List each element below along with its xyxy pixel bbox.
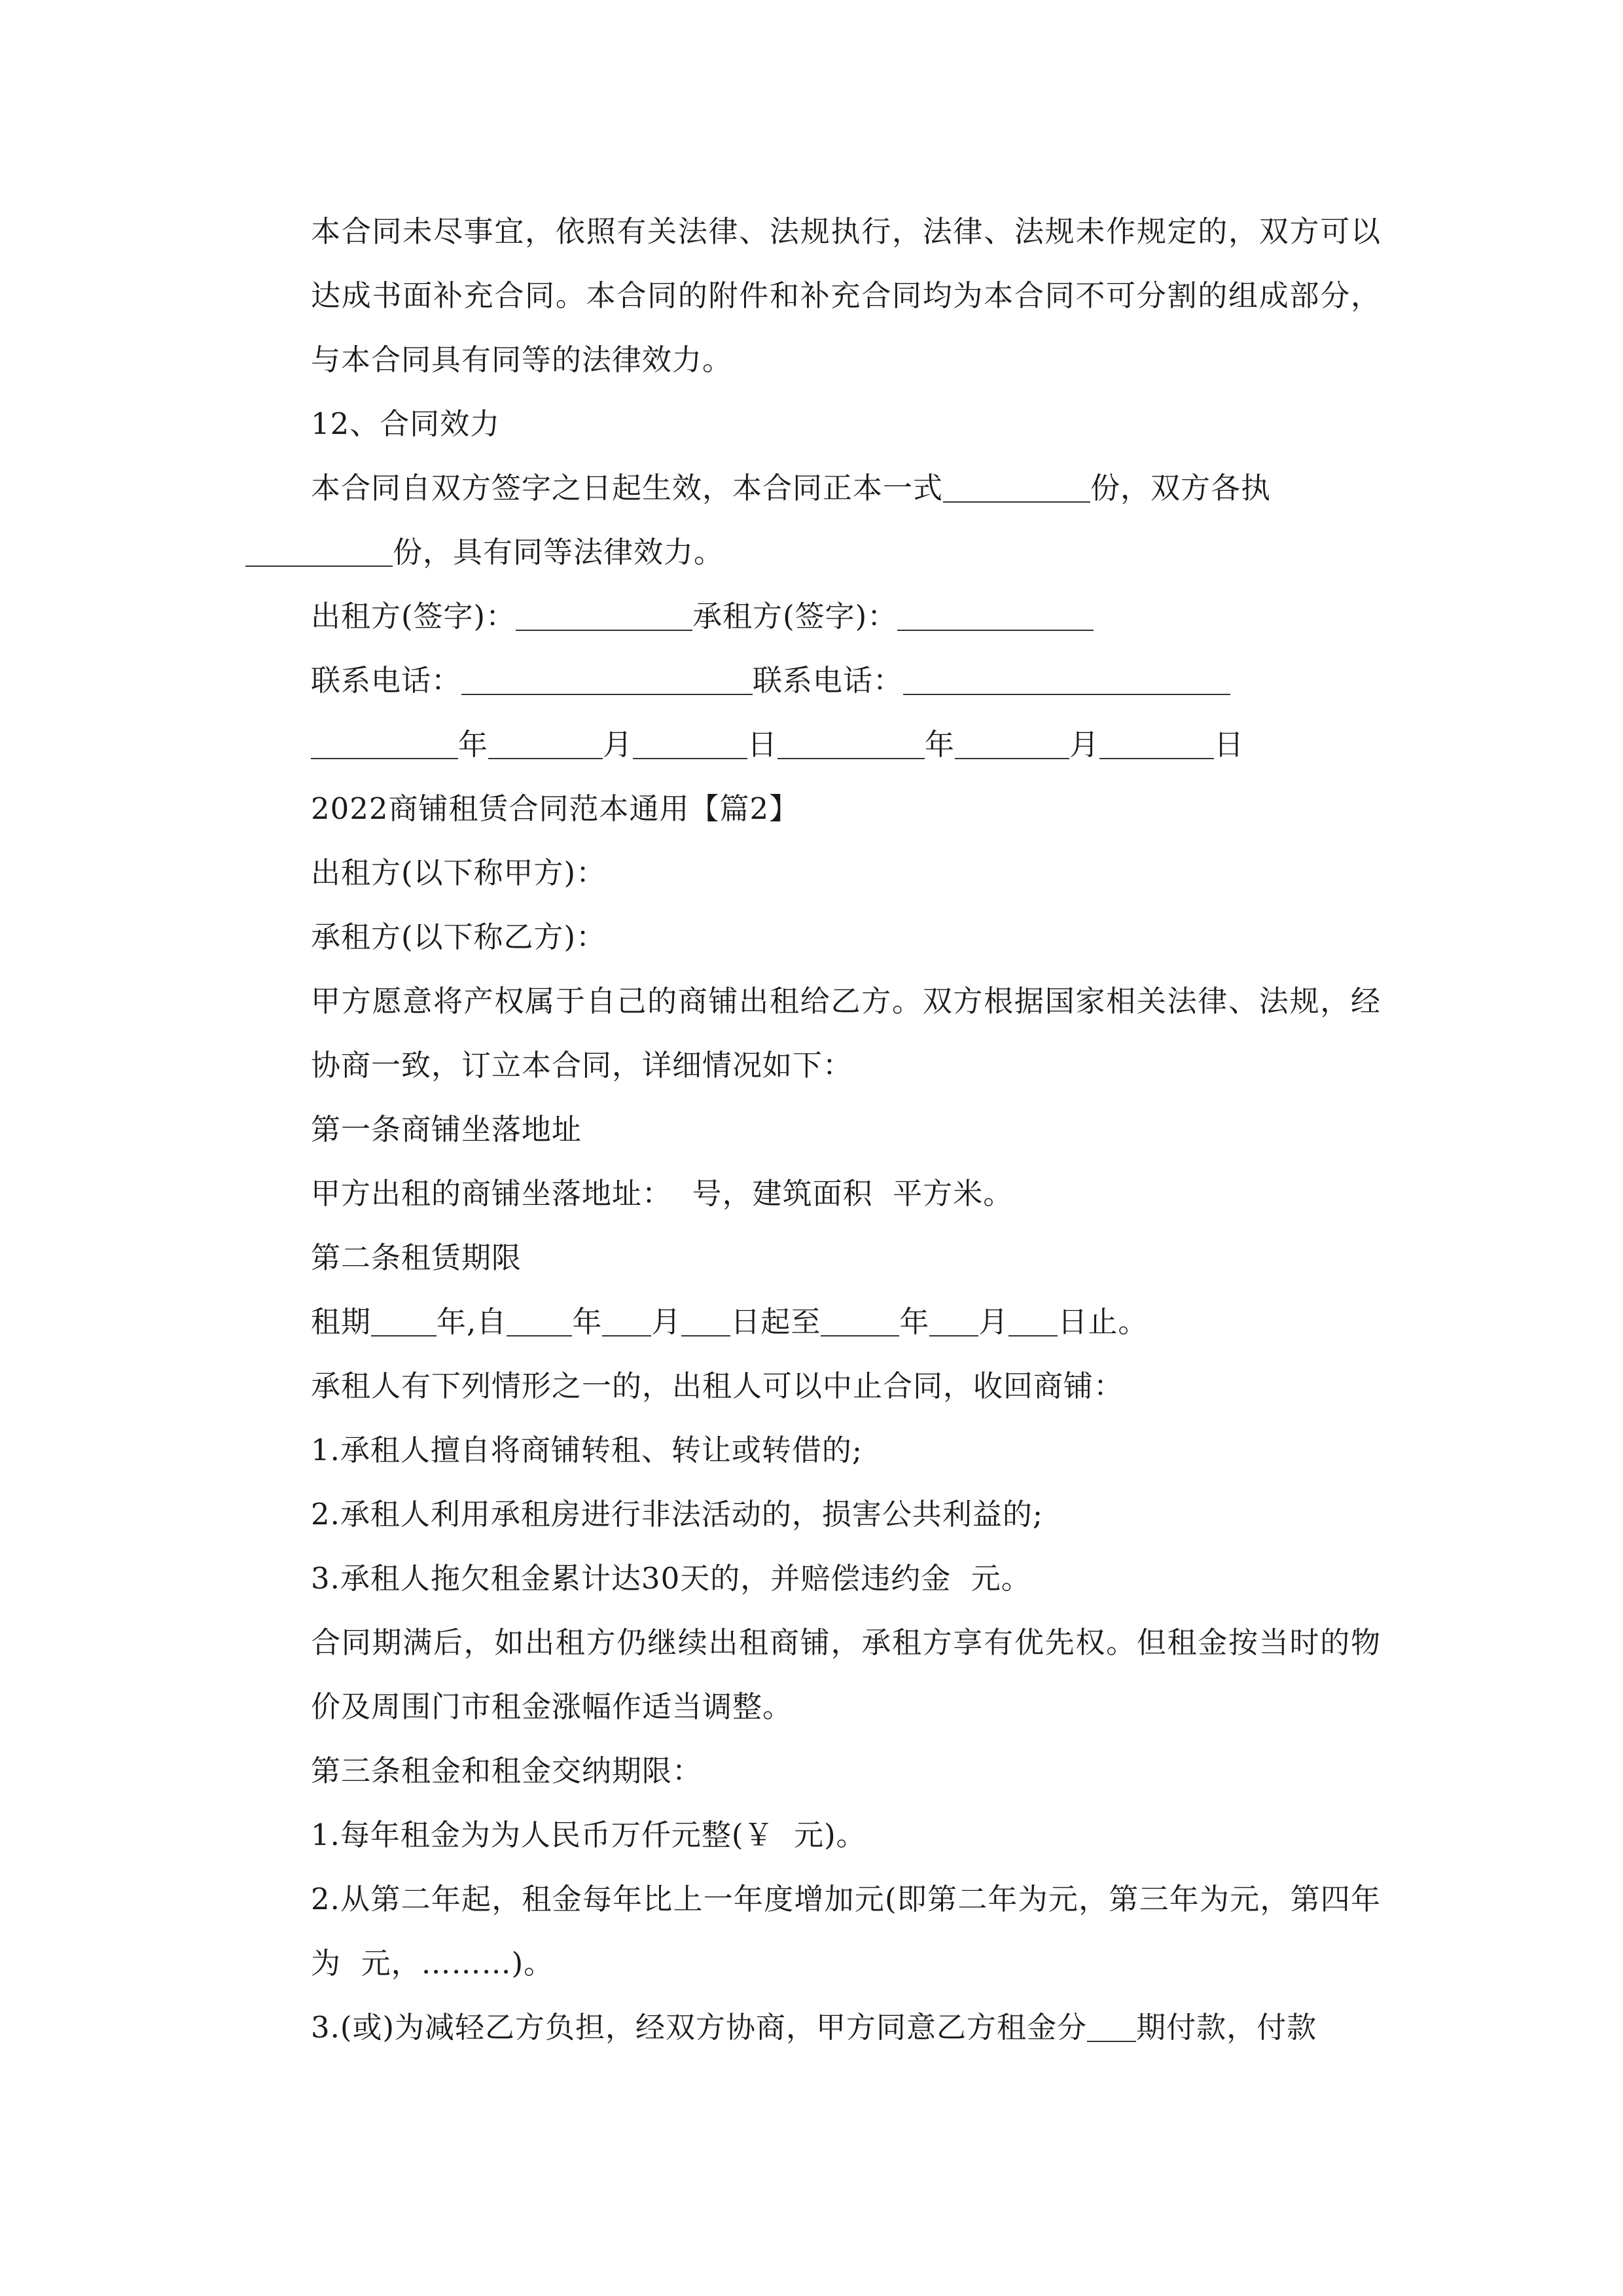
article-2-title: 第二条租赁期限 <box>311 1240 522 1275</box>
paragraph-unresolved-matters: 本合同未尽事宜，依照有关法律、法规执行，法律、法规未作规定的，双方可以达成书面补充合同。本合同的附件和补充合同均为本合同不可分割的组成部分，与本合同具有同等的法律效力。 <box>311 214 1381 377</box>
blank-lessee-signature <box>897 600 1094 631</box>
paragraph-intro: 甲方愿意将产权属于自己的商铺出租给乙方。双方根据国家相关法律、法规，经协商一致，订立本合同，详细情况如下： <box>311 984 1381 1083</box>
blank-each-copies <box>245 536 393 567</box>
rent-item-1: 1.每年租金为为人民币万仟元整(￥ 元)。 <box>311 1818 866 1852</box>
termination-item-3: 3.承租人拖欠租金累计达30天的，并赔偿违约金 元。 <box>311 1561 1031 1596</box>
date-line: 年 月 日 年 月 日 <box>245 713 1381 777</box>
paragraph-renewal: 合同期满后，如出租方仍继续出租商铺，承租方享有优先权。但租金按当时的物价及周围门市租金涨幅作适当调整。 <box>311 1625 1381 1724</box>
paragraph-effect-line2: 份，具有同等法律效力。 <box>245 520 1381 584</box>
article-1-title: 第一条商铺坐落地址 <box>311 1112 582 1147</box>
rent-item-3: 3.(或)为减轻乙方负担，经双方协商，甲方同意乙方租金分 期付款，付款 <box>311 2010 1317 2045</box>
document-body <box>245 200 1381 2060</box>
section-heading-effect: 12、合同效力 <box>311 406 501 441</box>
blank-lessor-signature <box>516 600 692 631</box>
termination-item-1: 1.承租人擅自将商铺转租、转让或转借的; <box>311 1433 863 1467</box>
blank-lessor-phone <box>461 664 753 695</box>
rent-item-2: 2.从第二年起，租金每年比上一年度增加元(即第二年为元，第三年为元，第四年为 元，………)。 <box>311 1882 1381 1981</box>
blank-lessee-phone <box>903 664 1230 695</box>
termination-item-2: 2.承租人利用承租房进行非法活动的，损害公共利益的; <box>311 1497 1044 1532</box>
party-b-line: 承租方(以下称乙方)： <box>311 920 607 954</box>
lease-term-line: 租期 年,自 年 月 日起至 年 月 日止。 <box>311 1304 1149 1339</box>
phone-line: 联系电话： 联系电话： <box>245 649 1381 713</box>
article-1-body: 甲方出租的商铺坐落地址： 号，建筑面积 平方米。 <box>311 1176 1014 1211</box>
article-3-title: 第三条租金和租金交纳期限： <box>311 1753 703 1788</box>
termination-intro: 承租人有下列情形之一的，出租人可以中止合同，收回商铺： <box>311 1369 1124 1403</box>
contract-title-2: 2022商铺租赁合同范本通用【篇2】 <box>311 791 800 826</box>
signature-line: 出租方(签字)： 承租方(签字)： <box>245 584 1381 649</box>
blank-copies <box>943 472 1090 503</box>
paragraph-effect-line1: 本合同自双方签字之日起生效，本合同正本一式 份，双方各执 <box>311 471 1272 505</box>
party-a-line: 出租方(以下称甲方)： <box>311 855 607 890</box>
